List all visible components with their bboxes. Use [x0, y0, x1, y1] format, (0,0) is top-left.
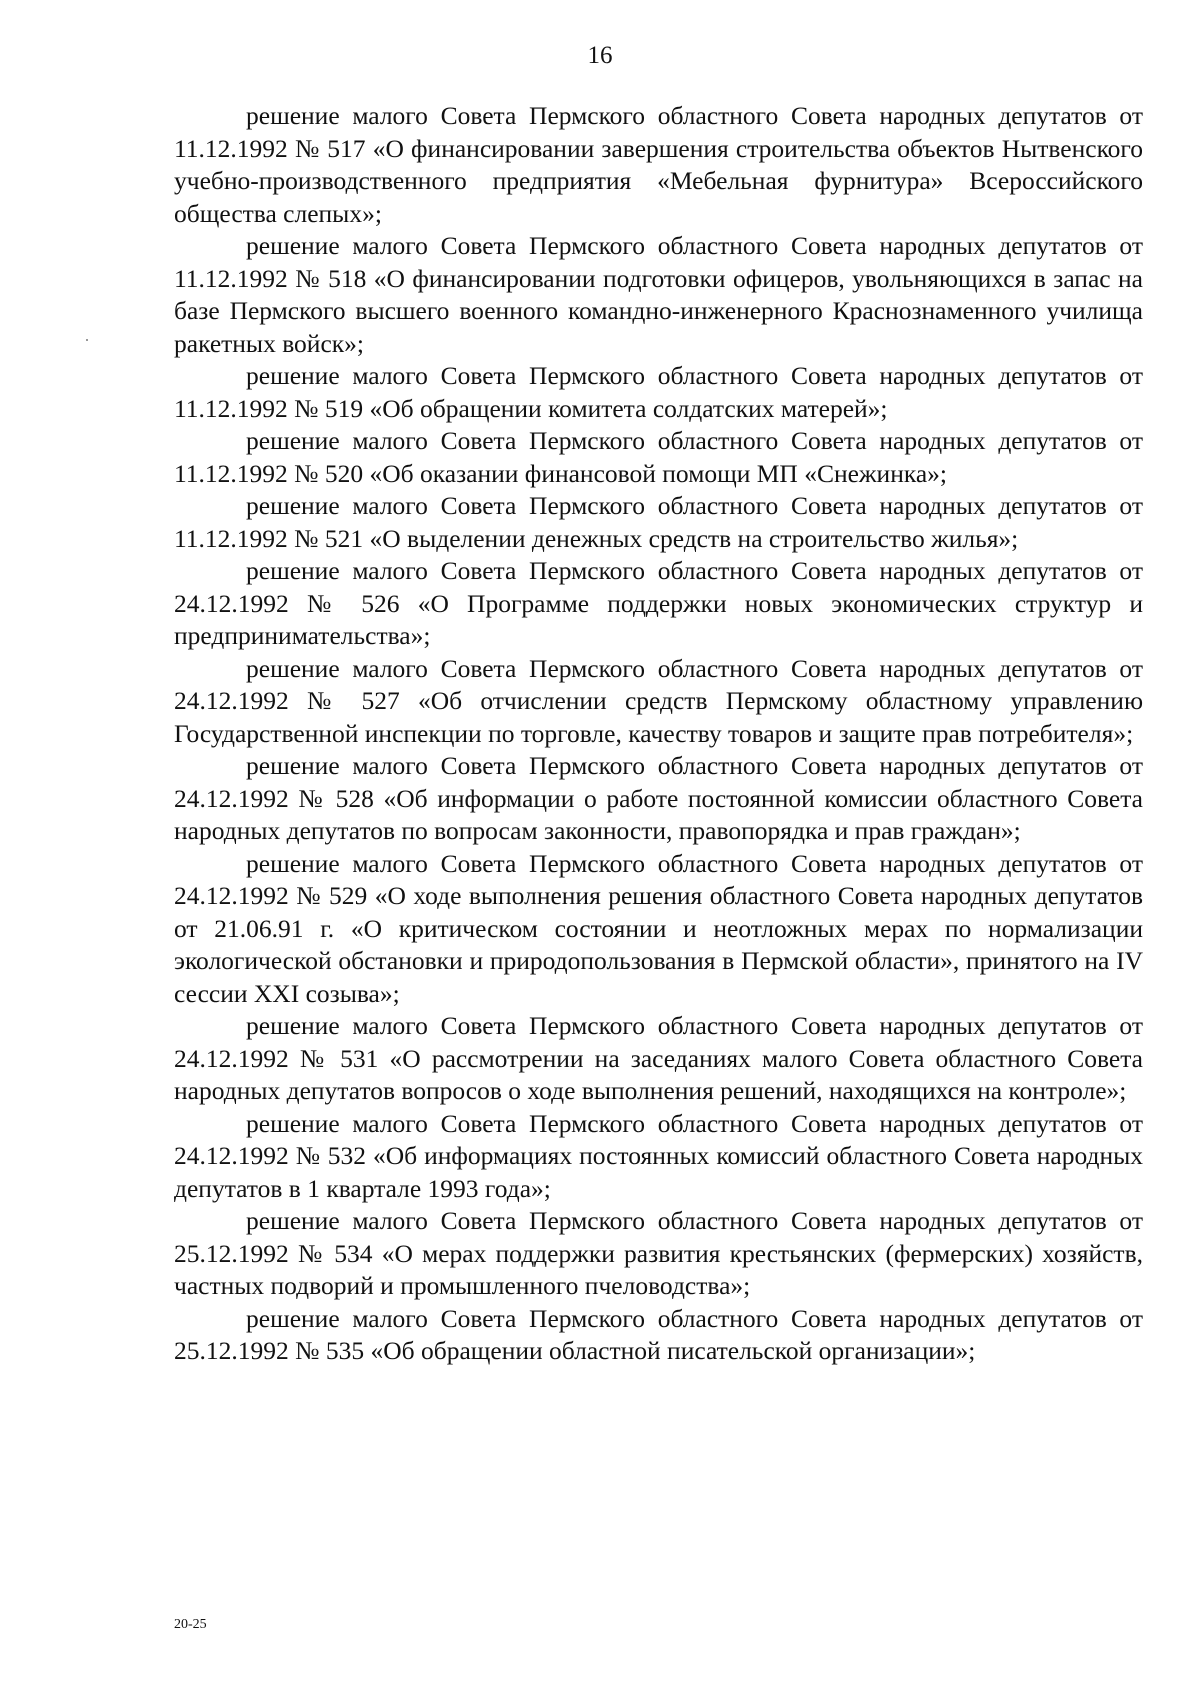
- decision-paragraph-1: решение малого Совета Пермского областного Совета народных депутатов от 11.12.1992 № 517 «О финансировании завершения строительства объектов Нытвенского учебно-производственного предприятия «Мебельная фурнитура» Всероссийского общества слепых»;: [174, 101, 1143, 228]
- decision-paragraph-11: решение малого Совета Пермского областного Совета народных депутатов от 24.12.1992 № 532 «Об информациях постоянных комиссий областного Совета народных депутатов в 1 квартале 1993 года»;: [174, 1108, 1143, 1203]
- decision-paragraph-7: решение малого Совета Пермского областного Совета народных депутатов от 24.12.1992 № 527 «Об отчислении средств Пермскому областному управлению Государственной инспекции по торговле, качеству товаров и защите прав потребителя»;: [174, 653, 1143, 748]
- document-body: [174, 100, 1143, 1368]
- decision-paragraph-6: решение малого Совета Пермского областного Совета народных депутатов от 24.12.1992 № 526 «О Программе поддержки новых экономических структур и предпринимательства»;: [174, 556, 1143, 650]
- scan-speck: [86, 339, 88, 341]
- decision-paragraph-8: решение малого Совета Пермского областного Совета народных депутатов от 24.12.1992 № 528 «Об информации о работе постоянной комиссии областного Совета народных депутатов по вопросам законности, правопорядка и прав граждан»;: [174, 751, 1143, 845]
- decision-paragraph-10: решение малого Совета Пермского областного Совета народных депутатов от 24.12.1992 № 531 «О рассмотрении на заседаниях малого Совета областного Совета народных депутатов вопросов о ходе выполнения решений, находящихся на контроле»;: [174, 1011, 1143, 1105]
- page-number: 16: [587, 42, 613, 69]
- decision-paragraph-12: решение малого Совета Пермского областного Совета народных депутатов от 25.12.1992 № 534 «О мерах поддержки развития крестьянских (фермерских) хозяйств, частных подворий и промышленного пчеловодства»;: [174, 1206, 1143, 1300]
- decision-paragraph-2: решение малого Совета Пермского областного Совета народных депутатов от 11.12.1992 № 518 «О финансировании подготовки офицеров, увольняющихся в запас на базе Пермского высшего военного командно-инженерного Краснознаменного училища ракетных войск»;: [174, 231, 1143, 358]
- decision-paragraph-9: решение малого Совета Пермского областного Совета народных депутатов от 24.12.1992 № 529 «О ходе выполнения решения областного Совета народных депутатов от 21.06.91 г. «О критическом состоянии и неотложных мерах по нормализации экологической обстановки и природопользования в Пермской области», принятого на IV сессии XXI созыва»;: [174, 848, 1143, 1008]
- decision-paragraph-3: решение малого Совета Пермского областного Совета народных депутатов от 11.12.1992 № 519 «Об обращении комитета солдатских матерей»;: [174, 361, 1143, 423]
- decision-paragraph-4: решение малого Совета Пермского областного Совета народных депутатов от 11.12.1992 № 520 «Об оказании финансовой помощи МП «Снежинка»;: [174, 426, 1143, 488]
- decision-paragraph-5: решение малого Совета Пермского областного Совета народных депутатов от 11.12.1992 № 521 «О выделении денежных средств на строительство жилья»;: [174, 491, 1143, 553]
- decision-paragraph-13: решение малого Совета Пермского областного Совета народных депутатов от 25.12.1992 № 535 «Об обращении областной писательской организации»;: [174, 1303, 1143, 1365]
- document-code: 20-25: [174, 1617, 207, 1632]
